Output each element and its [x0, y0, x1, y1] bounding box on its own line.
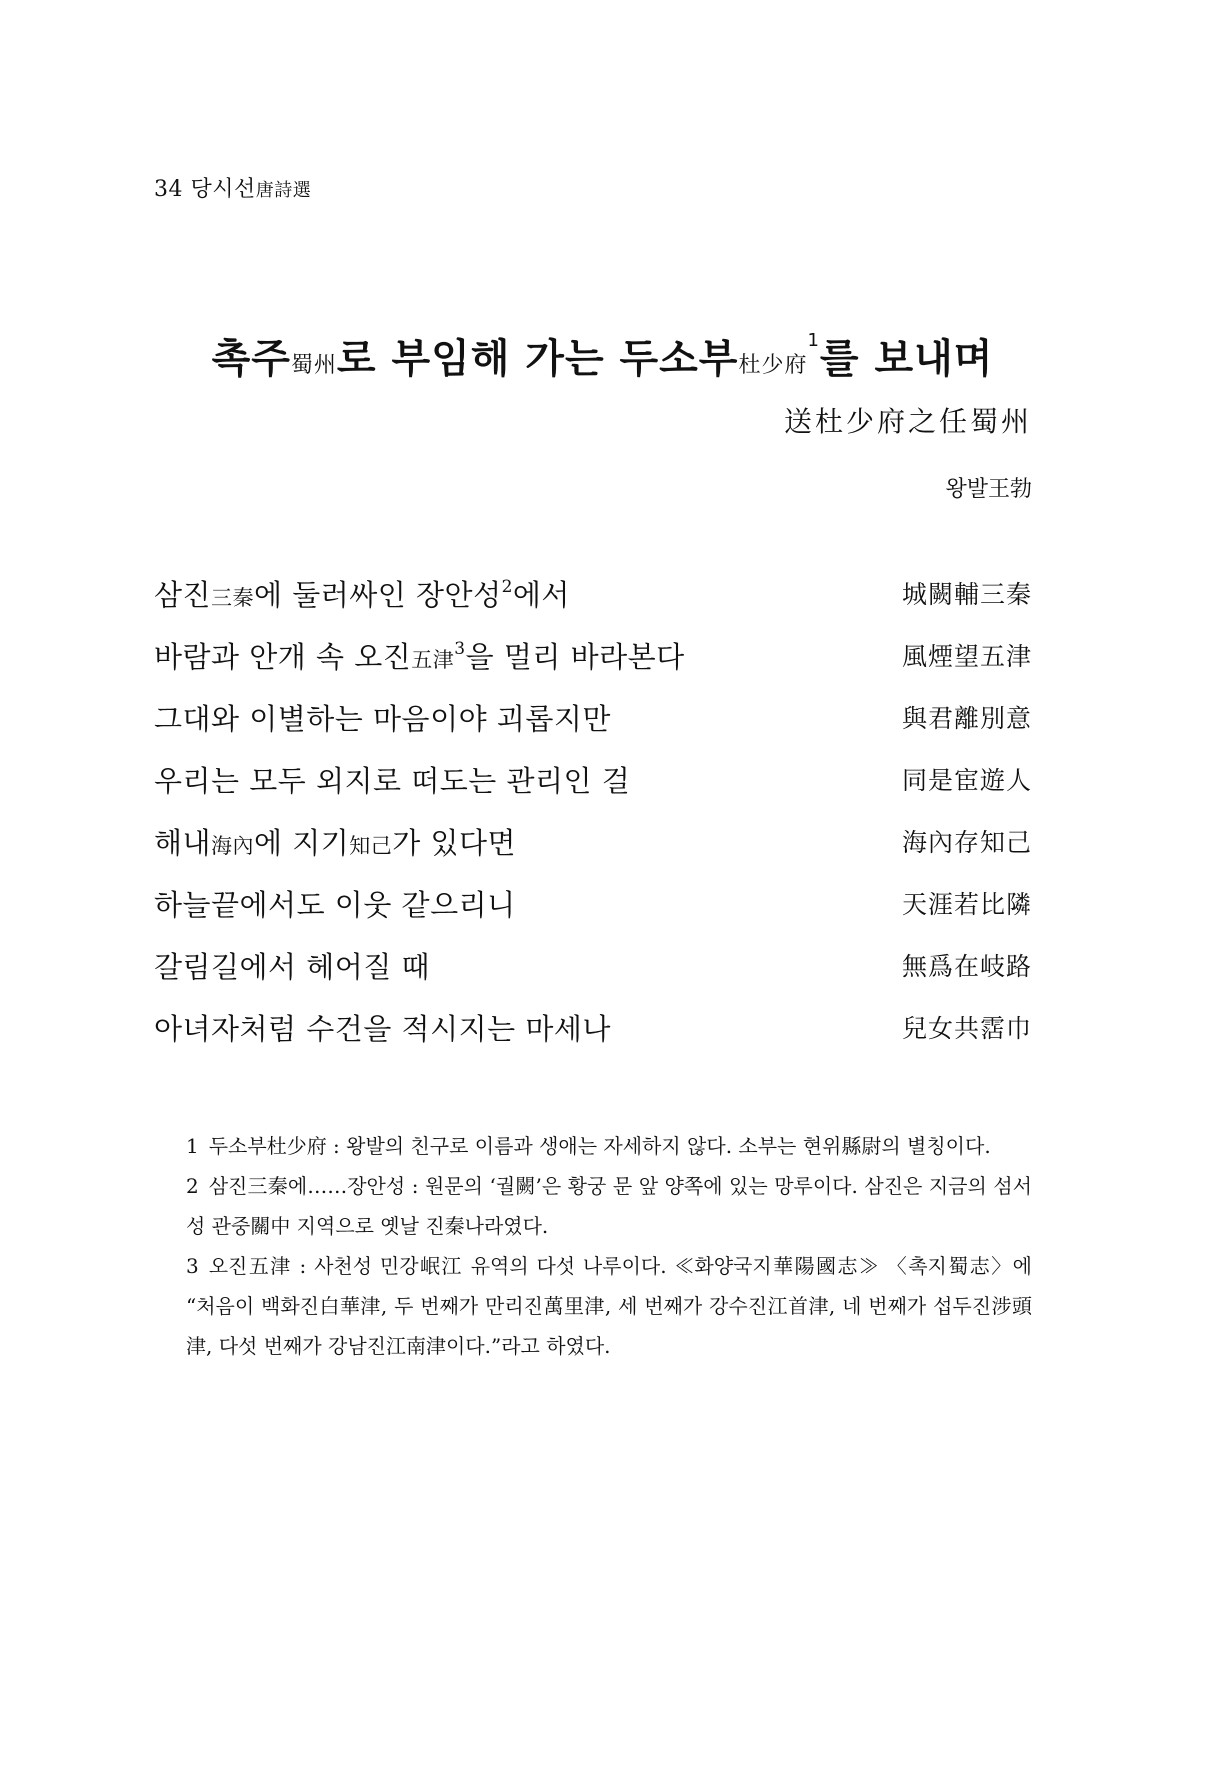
korean-line: 그대와 이별하는 마음이야 괴롭지만	[154, 702, 611, 736]
footnote	[186, 1246, 1032, 1366]
line-text: 삼진	[154, 578, 212, 612]
footnotes	[186, 1126, 1032, 1366]
poem-body	[154, 573, 1032, 1069]
page-number: 34	[154, 177, 183, 202]
poem-line	[154, 573, 1032, 635]
title-footnote-ref: 1	[807, 330, 820, 351]
footnote-text: 두소부杜少府 : 왕발의 친구로 이름과 생애는 자세하지 않다. 소부는 현위縣尉의 별칭이다.	[208, 1134, 991, 1158]
poem-line	[154, 883, 1032, 945]
line-text: 에서	[512, 578, 570, 612]
original-title: 送杜少府之任蜀州	[783, 405, 1032, 438]
title-part-1: 촉주	[211, 336, 291, 382]
running-header	[154, 172, 311, 203]
footnote-ref: 2	[501, 577, 513, 597]
chinese-line: 城闕輔三秦	[901, 580, 1032, 609]
chinese-line: 與君離別意	[901, 704, 1032, 733]
footnote-number: 3	[186, 1254, 199, 1278]
line-text: 을 멀리 바라본다	[465, 640, 685, 674]
line-text: 바람과 안개 속 오진	[154, 640, 412, 674]
korean-line: 아녀자처럼 수건을 적시지는 마세나	[154, 1012, 611, 1046]
korean-line	[154, 821, 516, 862]
poem-line	[154, 635, 1032, 697]
book-title: 당시선	[190, 177, 256, 202]
footnote-number: 2	[186, 1174, 199, 1198]
footnote-text: 오진五津 : 사천성 민강岷江 유역의 다섯 나루이다. ≪화양국지華陽國志≫ 〈촉지蜀志〉에 “처음이 백화진白華津, 두 번째가 만리진萬里津, 세 번째가 강수진江首津, 네 번째가 섭두진涉頭津, 다섯 번째가 강남진江南津이다.”라고 하였다.	[186, 1254, 1032, 1358]
footnote	[186, 1126, 1032, 1166]
author: 왕발王勃	[945, 477, 1032, 502]
korean-line: 갈림길에서 헤어질 때	[154, 950, 431, 984]
poem-line	[154, 697, 1032, 759]
chinese-line: 兒女共霑巾	[901, 1014, 1032, 1043]
line-hanja: 三秦	[211, 586, 255, 610]
line-hanja: 知己	[349, 834, 393, 858]
line-hanja: 五津	[411, 648, 455, 672]
korean-line: 하늘끝에서도 이웃 같으리니	[154, 888, 516, 922]
poem-line	[154, 821, 1032, 883]
line-text: 해내	[154, 826, 212, 860]
poem-line	[154, 945, 1032, 1007]
line-text: 가 있다면	[392, 826, 517, 860]
footnote-number: 1	[186, 1134, 199, 1158]
footnote-ref: 3	[454, 639, 466, 659]
title-part-3: 를 보내며	[819, 336, 994, 382]
korean-line	[154, 635, 685, 676]
chinese-line: 海內存知己	[901, 828, 1032, 857]
korean-line	[154, 573, 570, 614]
line-hanja: 海內	[211, 834, 255, 858]
book-title-hanja: 唐詩選	[255, 180, 312, 201]
line-text: 에 둘러싸인 장안성	[254, 578, 502, 612]
poem-title	[0, 330, 1205, 383]
footnote	[186, 1166, 1032, 1246]
poem-line	[154, 759, 1032, 821]
title-hanja-2: 杜少府	[738, 353, 808, 378]
korean-line: 우리는 모두 외지로 떠도는 관리인 걸	[154, 764, 631, 798]
chinese-line: 風煙望五津	[901, 642, 1032, 671]
chinese-line: 天涯若比隣	[901, 890, 1032, 919]
chinese-line: 無爲在岐路	[901, 952, 1032, 981]
footnote-text: 삼진三秦에……장안성 : 원문의 ‘궐闕’은 황궁 문 앞 양쪽에 있는 망루이다. 삼진은 지금의 섬서성 관중關中 지역으로 옛날 진秦나라였다.	[186, 1174, 1032, 1238]
title-part-2: 로 부임해 가는 두소부	[336, 336, 739, 382]
poem-line	[154, 1007, 1032, 1069]
title-hanja-1: 蜀州	[290, 353, 337, 378]
line-text: 에 지기	[254, 826, 350, 860]
chinese-line: 同是宦遊人	[901, 766, 1032, 795]
